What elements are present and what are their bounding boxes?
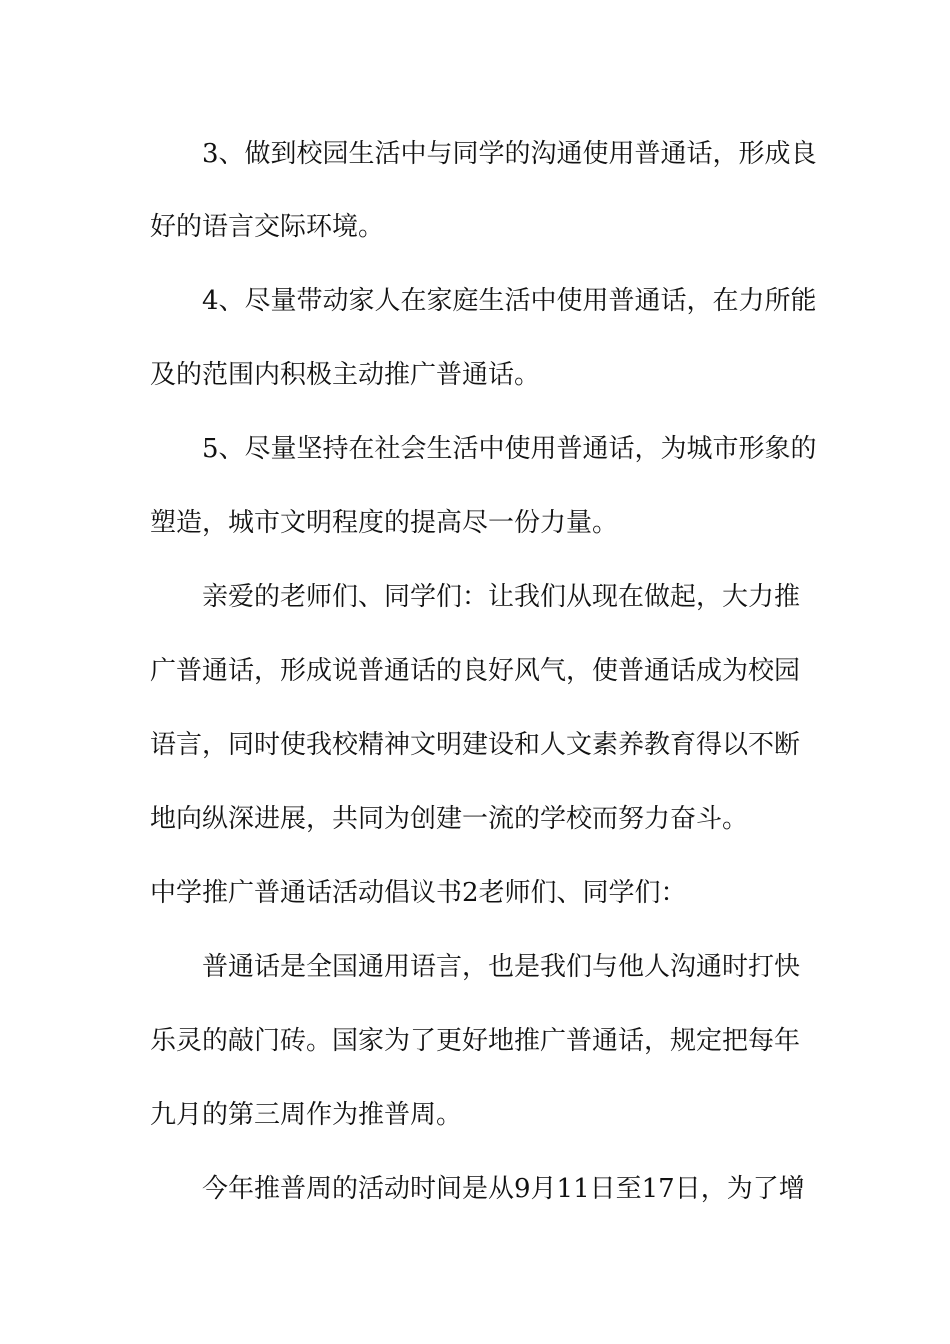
paragraph-line: 语言，同时使我校精神文明建设和人文素养教育得以不断 bbox=[150, 730, 801, 760]
paragraph-line: 广普通话，形成说普通话的良好风气，使普通话成为校园 bbox=[150, 656, 801, 686]
paragraph-line: 乐灵的敲门砖。国家为了更好地推广普通话，规定把每年 bbox=[150, 1026, 801, 1056]
paragraph-line: 5、尽量坚持在社会生活中使用普通话，为城市形象的 bbox=[202, 434, 817, 464]
paragraph-line: 及的范围内积极主动推广普通话。 bbox=[150, 360, 541, 390]
paragraph-line: 九月的第三周作为推普周。 bbox=[150, 1100, 463, 1130]
paragraph-line: 塑造，城市文明程度的提高尽一份力量。 bbox=[150, 508, 619, 538]
paragraph-line: 地向纵深进展，共同为创建一流的学校而努力奋斗。 bbox=[150, 804, 749, 834]
paragraph-line: 今年推普周的活动时间是从9月11日至17日，为了增 bbox=[202, 1174, 805, 1204]
paragraph-line: 3、做到校园生活中与同学的沟通使用普通话，形成良 bbox=[202, 139, 817, 169]
paragraph-line: 4、尽量带动家人在家庭生活中使用普通话，在力所能 bbox=[202, 286, 817, 316]
paragraph-line: 好的语言交际环境。 bbox=[150, 212, 385, 242]
section-heading-line: 中学推广普通话活动倡议书2老师们、同学们： bbox=[150, 878, 687, 908]
paragraph-line: 普通话是全国通用语言，也是我们与他人沟通时打快 bbox=[202, 952, 801, 982]
paragraph-line: 亲爱的老师们、同学们：让我们从现在做起，大力推 bbox=[202, 582, 801, 612]
